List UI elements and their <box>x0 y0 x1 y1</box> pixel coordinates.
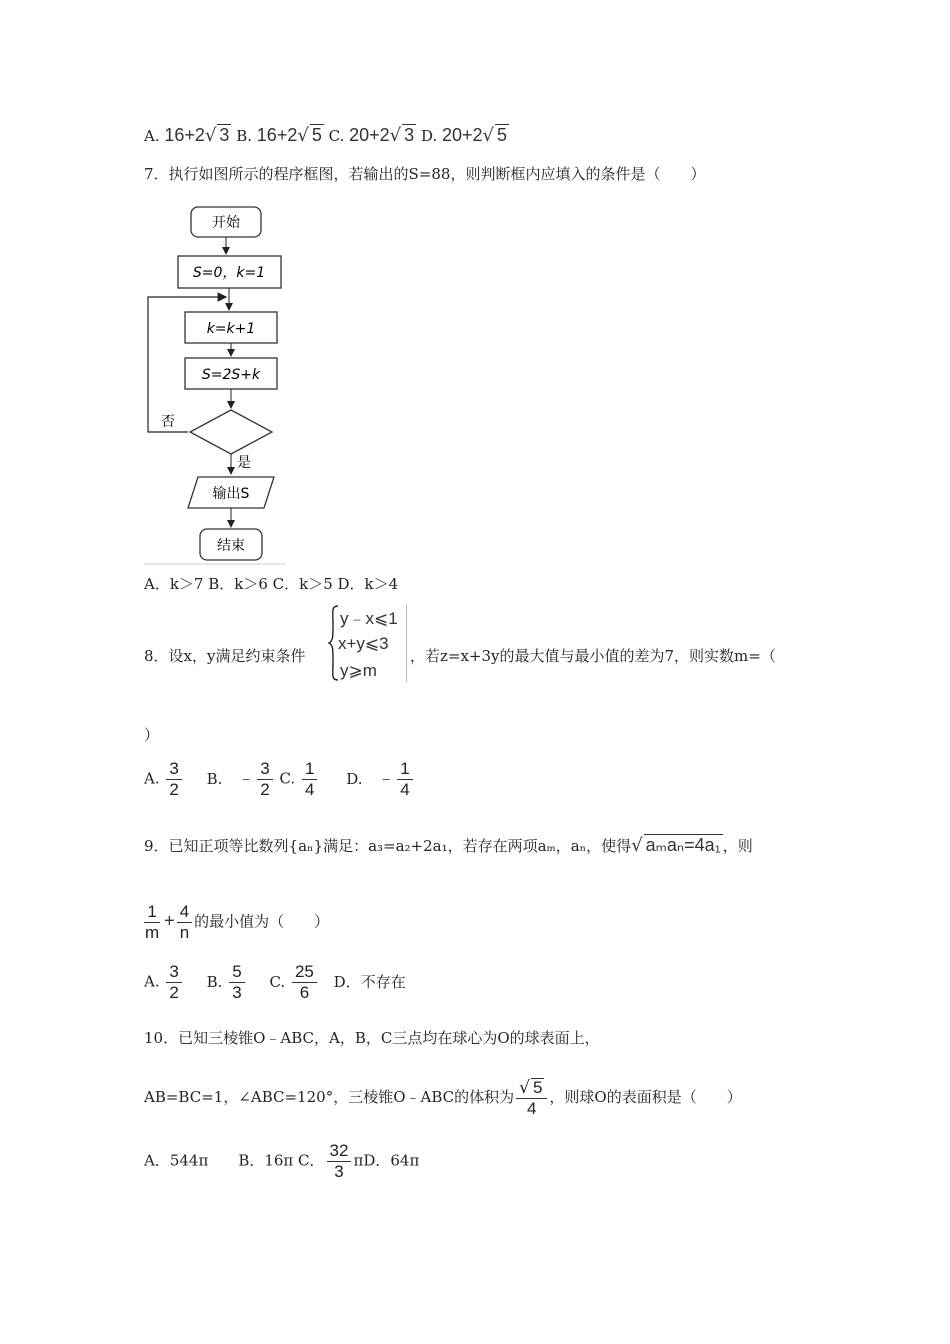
q10-options-ab: A．544π B．16π C． <box>144 1151 325 1170</box>
q8-constraints <box>328 604 407 682</box>
q8-option-d: $\frac{1}{4}$ <box>397 760 412 799</box>
q10-option-c: $\frac{32}{3}$ <box>327 1142 352 1181</box>
q8-option-c-label: C. <box>279 769 296 788</box>
q9-line2 <box>140 903 329 942</box>
q9-line2-text: 的最小值为（ ） <box>194 912 330 931</box>
q7-flowchart <box>140 200 290 566</box>
q9-frac-2: $\frac{4}{n}$ <box>177 903 192 942</box>
q10-options <box>144 1142 419 1181</box>
q6-option-d-label: D. <box>420 127 438 145</box>
q7-stem: 7．执行如图所示的程序框图，若输出的S=88，则判断框内应填入的条件是（ ） <box>144 165 706 183</box>
flow-no-label: 否 <box>161 414 175 430</box>
q9-plus: + <box>164 910 175 931</box>
q8-option-b: $\frac{3}{2}$ <box>257 760 272 799</box>
q6-options <box>144 124 509 146</box>
q8-prefix: 8．设x，y满足约束条件 <box>144 647 306 665</box>
q8-option-a-label: A. <box>144 769 160 788</box>
q8-constraint-2: x+y⩽3 <box>338 634 389 653</box>
q6-option-c: 20+2√ 3 <box>349 125 415 146</box>
q9-option-d: D．不存在 <box>333 972 406 991</box>
flow-decision-node <box>190 410 272 454</box>
q9-option-b-label: B. <box>206 972 223 991</box>
flow-inc-text: k=k+1 <box>206 321 256 337</box>
q6-option-c-label: C. <box>328 127 345 145</box>
q10-options-d: πD．64π <box>353 1151 420 1170</box>
flow-init-text: S=0，k=1 <box>192 265 266 281</box>
q7-options: A．k＞7 B．k＞6 C．k＞5 D．k＞4 <box>144 575 399 593</box>
q9-option-c-label: C. <box>269 972 286 991</box>
q8-option-d-sign: ﹣ <box>377 767 396 788</box>
q9-frac-1: $\frac{1}{m}$ <box>145 902 160 942</box>
flow-output-text: 输出S <box>212 486 250 502</box>
q9-root-expr: √ aₘaₙ=4a₁ <box>631 835 721 856</box>
q6-option-a-label: A. <box>144 127 160 145</box>
q10-line2 <box>144 1078 742 1118</box>
q8-option-b-label: B. <box>206 769 223 788</box>
q8-option-d-label: D. <box>346 769 363 788</box>
flow-yes-label: 是 <box>237 455 251 471</box>
q9-stem-end: ，则 <box>722 837 753 855</box>
q10-volume: $\frac{√ 5}{4}$ <box>516 1078 547 1118</box>
q6-option-b-label: B. <box>236 127 253 145</box>
q10-line2-a: AB=BC=1，∠ABC=120°，三棱锥O﹣ABC的体积为 <box>144 1088 515 1106</box>
q8-constraint-1: y﹣x⩽1 <box>340 609 398 628</box>
q8-suffix: ，若z=x+3y的最大值与最小值的差为7，则实数m=（ <box>410 647 776 665</box>
q6-option-b: 16+2√ 5 <box>256 125 322 146</box>
flow-end-text: 结束 <box>217 538 245 554</box>
q8-option-b-sign: ﹣ <box>237 767 256 788</box>
q8-options <box>144 760 415 799</box>
q9-stem <box>144 834 753 856</box>
q6-option-d: 20+2√ 5 <box>442 125 508 146</box>
q9-option-a-label: A. <box>144 972 160 991</box>
q9-option-a: $\frac{3}{2}$ <box>166 963 181 1002</box>
flow-start-text: 开始 <box>212 215 240 231</box>
q9-options <box>144 963 406 1002</box>
q10-line2-b: ，则球O的表面积是（ ） <box>549 1088 742 1106</box>
q8-constraint-3: y⩾m <box>340 661 377 680</box>
q9-option-c: $\frac{25}{6}$ <box>292 963 317 1002</box>
flow-update-text: S=2S+k <box>201 367 261 383</box>
q8-option-c: $\frac{1}{4}$ <box>302 760 317 799</box>
q9-option-b: $\frac{5}{3}$ <box>229 963 244 1002</box>
q9-stem-text: 9．已知正项等比数列{aₙ}满足：a₃=a₂+2a₁，若存在两项aₘ，aₙ，使得 <box>144 837 632 855</box>
q8-option-a: $\frac{3}{2}$ <box>166 760 181 799</box>
q10-stem: 10．已知三棱锥O﹣ABC，A，B，C三点均在球心为O的球表面上， <box>144 1029 600 1047</box>
q8-close: ） <box>144 726 160 744</box>
q6-option-a: 16+2√ 3 <box>164 125 230 146</box>
